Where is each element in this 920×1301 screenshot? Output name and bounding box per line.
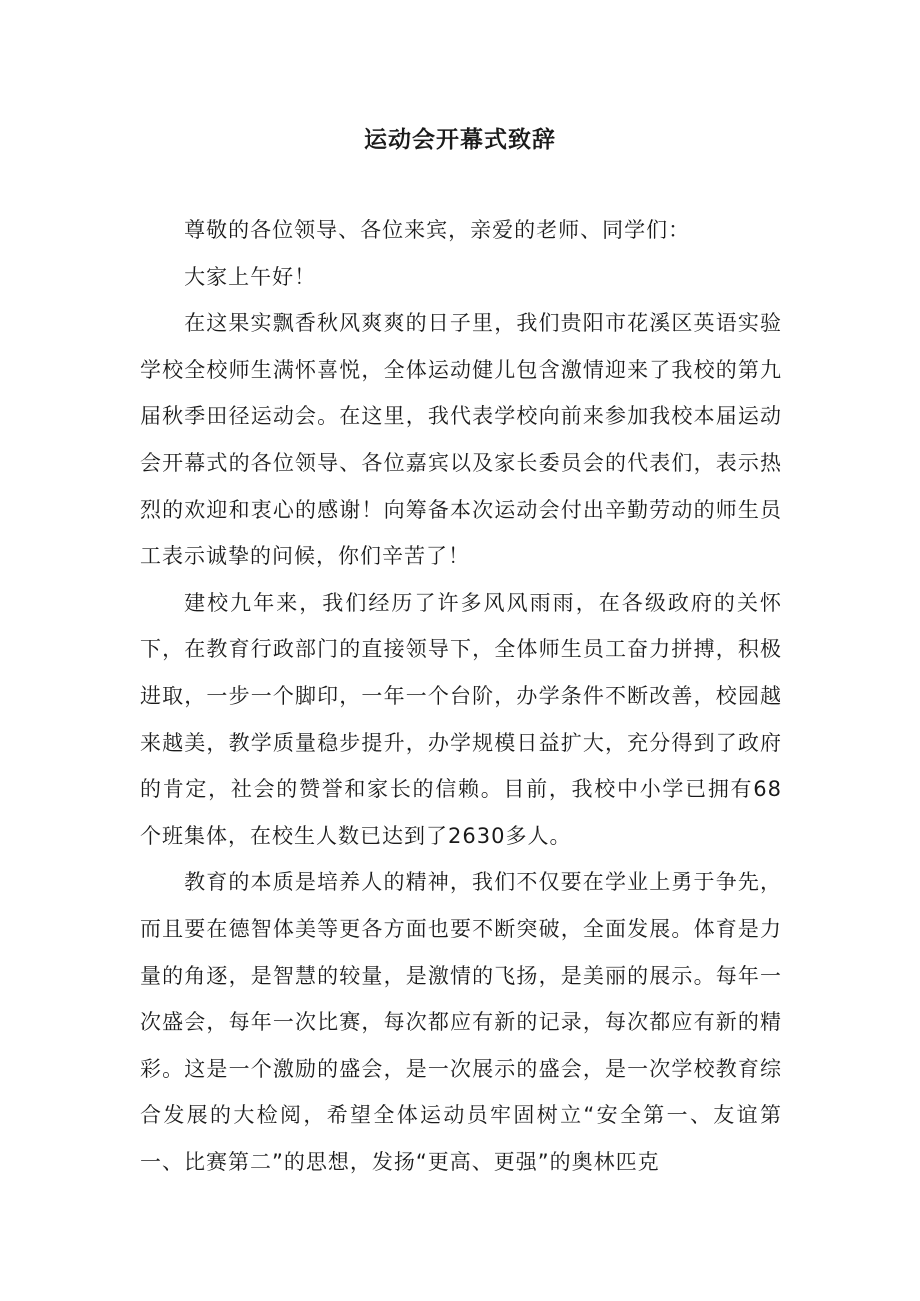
document-title: 运动会开幕式致辞	[364, 127, 556, 153]
body-paragraph: 在这果实飘香秋风爽爽的日子里，我们贵阳市花溪区英语实验学校全校师生满怀喜悦，全体运动健儿包含激情迎来了我校的第九届秋季田径运动会。在这里，我代表学校向前来参加我校本届运动会开幕式的各位领导、各位嘉宾以及家长委员会的代表们，表示热烈的欢迎和衷心的感谢！向筹备本次运动会付出辛勤劳动的师生员工表示诚挚的问候，你们辛苦了！	[140, 311, 782, 569]
salutation-paragraph: 尊敬的各位领导、各位来宾，亲爱的老师、同学们：	[184, 218, 691, 242]
document-body	[140, 207, 782, 1185]
body-paragraph: 教育的本质是培养人的精神，我们不仅要在学业上勇于争先，而且要在德智体美等更各方面也要不断突破，全面发展。体育是力量的角逐，是智慧的较量，是激情的飞扬，是美丽的展示。每年一次盛会，每年一次比赛，每次都应有新的记录，每次都应有新的精彩。这是一个激励的盛会，是一次展示的盛会，是一次学校教育综合发展的大检阅，希望全体运动员牢固树立“安全第一、友谊第一、比赛第二”的思想，发扬“更高、更强”的奥林匹克	[140, 870, 782, 1174]
greeting-paragraph: 大家上午好！	[184, 264, 317, 289]
body-paragraph: 建校九年来，我们经历了许多风风雨雨，在各级政府的关怀下，在教育行政部门的直接领导下，全体师生员工奋力拼搏，积极进取，一步一个脚印，一年一个台阶，办学条件不断改善，校园越来越美，教学质量稳步提升，办学规模日益扩大，充分得到了政府的肯定，社会的赞誉和家长的信赖。目前，我校中小学已拥有68个班集体，在校生人数已达到了2630多人。	[140, 590, 782, 848]
